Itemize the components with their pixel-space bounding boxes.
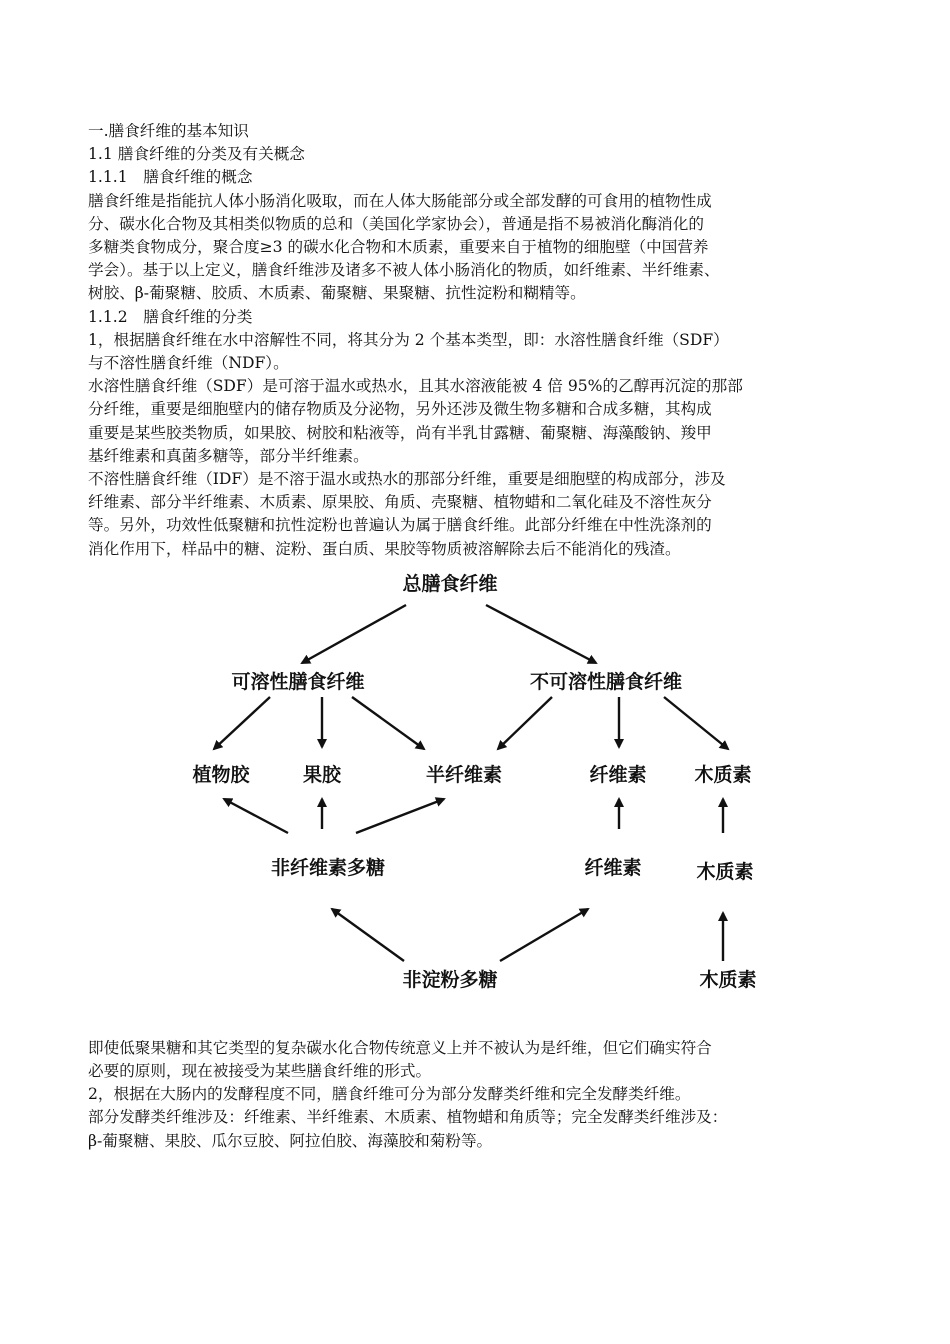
paragraph-line: 1，根据膳食纤维在水中溶解性不同，将其分为 2 个基本类型，即：水溶性膳食纤维（SDF）: [88, 330, 729, 349]
paragraph-line: β-葡聚糖、果胶、瓜尔豆胶、阿拉伯胶、海藻胶和菊粉等。: [88, 1131, 493, 1150]
node-non-cellulose-polysaccharide: 非纤维素多糖: [270, 856, 386, 879]
paragraph-line: 等。另外，功效性低聚糖和抗性淀粉也普遍认为属于膳食纤维。此部分纤维在中性洗涤剂的: [88, 516, 712, 535]
paragraph-line: 学会）。基于以上定义，膳食纤维涉及诸多不被人体小肠消化的物质，如纤维素、半纤维素、: [88, 261, 720, 280]
paragraph-line: 2，根据在大肠内的发酵程度不同，膳食纤维可分为部分发酵类纤维和完全发酵类纤维。: [88, 1085, 691, 1104]
arrow-soluble-to-plantgum: [214, 697, 270, 749]
node-hemicellulose: 半纤维素: [425, 763, 503, 786]
arrow-total-to-soluble: [302, 605, 406, 663]
heading-concept: 1.1.1 膳食纤维的概念: [88, 168, 253, 187]
paragraph-line: 分、碳水化合物及其相类似物质的总和（美国化学家协会），普通是指不易被消化酶消化的: [88, 214, 704, 233]
node-insoluble-fiber: 不可溶性膳食纤维: [529, 670, 683, 693]
arrow-ncp-to-plantgum: [224, 799, 288, 833]
node-lignin-source: 木质素: [696, 860, 754, 883]
heading-classification: 1.1 膳食纤维的分类及有关概念: [88, 145, 305, 164]
node-plant-gum: 植物胶: [192, 763, 250, 786]
arrow-nsp-to-ncp: [332, 909, 404, 961]
arrow-ncp-to-hemicellulose: [356, 799, 444, 833]
arrow-soluble-to-hemicellulose: [352, 697, 424, 749]
paragraph-line: 水溶性膳食纤维（SDF）是可溶于温水或热水，且其水溶液能被 4 倍 95%的乙醇再沉淀的那部: [88, 377, 743, 396]
paragraph-line: 不溶性膳食纤维（IDF）是不溶于温水或热水的那部分纤维，重要是细胞壁的构成部分，涉及: [88, 470, 726, 489]
node-pectin: 果胶: [302, 763, 342, 786]
paragraph-line: 纤维素、部分半纤维素、木质素、原果胶、角质、壳聚糖、植物蜡和二氧化硅及不溶性灰分: [88, 493, 712, 512]
heading-types: 1.1.2 膳食纤维的分类: [88, 307, 253, 326]
document-page: [88, 120, 888, 1153]
node-lignin: 木质素: [694, 763, 752, 786]
arrow-insoluble-to-hemicellulose: [498, 697, 552, 749]
paragraph-line: 与不溶性膳食纤维（NDF）。: [88, 354, 289, 373]
paragraph-line: 部分发酵类纤维涉及：纤维素、半纤维素、木质素、植物蜡和角质等；完全发酵类纤维涉及：: [88, 1108, 728, 1127]
node-non-starch-polysaccharide: 非淀粉多糖: [402, 968, 498, 991]
paragraph-line: 即使低聚果糖和其它类型的复杂碳水化合物传统意义上并不被认为是纤维，但它们确实符合: [88, 1038, 712, 1057]
paragraph-line: 膳食纤维是指能抗人体小肠消化吸取，而在人体大肠能部分或全部发酵的可食用的植物性成: [88, 191, 712, 210]
paragraph-line: 分纤维，重要是细胞壁内的储存物质及分泌物，另外还涉及微生物多糖和合成多糖，其构成: [88, 400, 712, 419]
arrow-total-to-insoluble: [486, 605, 596, 663]
paragraph-line: 重要是某些胶类物质，如果胶、树胶和粘液等，尚有半乳甘露糖、葡聚糖、海藻酸钠、羧甲: [88, 423, 712, 442]
paragraph-line: 基纤维素和真菌多糖等，部分半纤维素。: [88, 446, 369, 465]
arrow-insoluble-to-lignin: [664, 697, 728, 749]
paragraph-line: 消化作用下，样品中的糖、淀粉、蛋白质、果胶等物质被溶解除去后不能消化的残渣。: [88, 539, 681, 558]
paragraph-line: 多糖类食物成分，聚合度≥3 的碳水化合物和木质素，重要来自于植物的细胞壁（中国营养: [88, 238, 709, 257]
node-total-dietary-fiber: 总膳食纤维: [402, 572, 498, 595]
node-cellulose-source: 纤维素: [584, 856, 642, 879]
node-lignin-bottom: 木质素: [699, 968, 757, 991]
diagram-arrows: [88, 567, 888, 1033]
arrow-nsp-to-cellulose: [500, 909, 588, 961]
node-soluble-fiber: 可溶性膳食纤维: [231, 670, 365, 693]
dietary-fiber-diagram: [88, 567, 888, 1033]
node-cellulose: 纤维素: [589, 763, 647, 786]
paragraph-line: 树胶、β-葡聚糖、胶质、木质素、葡聚糖、果聚糖、抗性淀粉和糊精等。: [88, 284, 586, 303]
heading-basic-knowledge: 一.膳食纤维的基本知识: [88, 122, 249, 140]
paragraph-line: 必要的原则，现在被接受为某些膳食纤维的形式。: [88, 1062, 432, 1081]
